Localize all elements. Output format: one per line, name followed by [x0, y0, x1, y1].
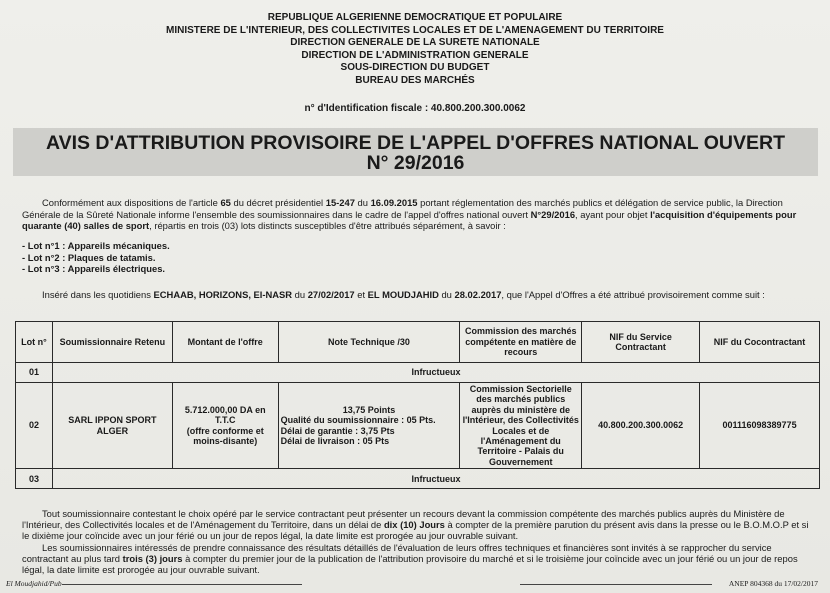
lot-item: - Lot n°1 : Appareils mécaniques.	[22, 240, 170, 251]
publication-paragraph	[22, 289, 817, 301]
header-line-6: BUREAU DES MARCHÉS	[355, 74, 475, 86]
row-status: Infructueux	[52, 469, 819, 489]
results-text: Les soumissionnaires intéressés de prendre connaissance des résultats détaillés de l'évaluation de leurs offres techniques et financières sont invités à se rapprocher du service contractant au plus tard	[22, 542, 772, 564]
lot-item: - Lot n°3 : Appareils électriques.	[22, 263, 166, 275]
header-line-4: DIRECTION DE L'ADMINISTRATION GENERALE	[301, 49, 529, 61]
intro-text: du décret présidentiel	[230, 197, 326, 208]
intro-decree: 15-247	[325, 197, 355, 208]
intro-article: 65	[220, 197, 231, 208]
montant-note: (offre conforme et moins-disante)	[186, 425, 264, 447]
title-line-1: AVIS D'ATTRIBUTION PROVISOIRE DE L'APPEL D'OFFRES NATIONAL OUVERT	[45, 132, 786, 154]
header-line-2: MINISTERE DE L'INTERIEUR, DES COLLECTIVITES LOCALES ET DE L'AMENAGEMENT DU TERRITOIRE	[166, 24, 664, 36]
header-note: Note Technique /30	[278, 322, 460, 363]
recourse-paragraph	[22, 508, 817, 541]
recourse-text: à compter de la première parution du présent avis dans la presse ou le B.O.M.O.P et si le dixième jour coïncide avec un jour férié ou un jour de repos légal, la date limite est prorogée au jour ouvrable suivant.	[22, 519, 809, 541]
table-row	[16, 383, 820, 469]
pub-text: , que l'Appel d'Offres a été attribué provisoirement comme suit :	[501, 289, 765, 300]
award-table	[15, 321, 820, 489]
lot-item: - Lot n°2 : Plaques de tatamis.	[22, 251, 156, 263]
publisher-credit: El Moudjahid/Pub	[6, 579, 62, 588]
recourse-text: Tout soumissionnaire contestant le choix opéré par le service contractant peut présenter un recours devant la commission compétente des marchés publics auprès du Ministère de l'Intérieur, des Collectivités locales et de l'Aménagement du Territoire, dans un délai de	[22, 508, 785, 530]
row-note	[278, 383, 460, 469]
intro-text: du	[354, 197, 371, 208]
header-line-3: DIRECTION GENERALE DE LA SURETE NATIONALE	[290, 37, 540, 48]
anep-reference: ANEP 804368 du 17/02/2017	[728, 579, 818, 588]
title-line-2: N° 29/2016	[366, 152, 465, 174]
row-montant	[172, 383, 278, 469]
montant-amount: 5.712.000,00 DA en	[184, 404, 266, 415]
note-livraison: Délai de livraison : 05 Pts	[280, 436, 390, 447]
results-text: à compter du premier jour de la publication de l'attribution provisoire du marché et si le troisième jour coïncide avec un jour férié ou un jour de repos légal, la date limite est prorogée au jour ouvrable suivant.	[22, 553, 798, 575]
row-lot: 01	[16, 363, 53, 383]
issuer-header	[0, 12, 830, 87]
row-soumissionnaire: SARL IPPON SPORT ALGER	[52, 383, 172, 469]
footer-rule	[520, 584, 712, 585]
intro-text: , ayant pour objet	[575, 208, 651, 220]
row-lot: 03	[16, 469, 53, 489]
pub-newspaper: EL MOUDJAHID	[367, 289, 439, 300]
note-qualite: Qualité du soumissionnaire : 05 Pts.	[280, 415, 436, 426]
intro-text: , répartis en trois (03) lots distincts susceptibles d'être attribués séparément, à savoir :	[149, 220, 506, 232]
header-soumissionnaire: Soumissionnaire Retenu	[52, 322, 172, 363]
pub-text: du	[292, 289, 308, 300]
intro-text: portant réglementation des marchés publics et délégation de service public, la Direction Générale de la Sûreté Nationale informe l'ensemble des soumissionnaires dans le cadre de l'appel d'offres national ouvert	[22, 197, 783, 220]
pub-newspapers: ECHAAB, HORIZONS, El-NASR	[153, 289, 293, 300]
pub-date: 28.02.2017	[454, 289, 502, 300]
recourse-deadline: dix (10) Jours	[383, 519, 445, 530]
header-lot: Lot n°	[16, 322, 53, 363]
header-montant: Montant de l'offre	[172, 322, 278, 363]
row-commission: Commission Sectorielle des marchés publics auprès du ministère de l'Intérieur, des Collectivités Locales et de l'Aménagement du Territoire - Palais du Gouvernement	[460, 383, 582, 469]
pub-date: 27/02/2017	[307, 289, 355, 300]
notice-title	[13, 128, 818, 176]
row-status: Infructueux	[52, 363, 819, 383]
header-commission: Commission des marchés compétente en matière de recours	[460, 322, 582, 363]
row-nif-cocontractant: 001116098389775	[700, 383, 820, 469]
montant-ttc: T.T.C	[214, 415, 236, 426]
intro-tender-number: N°29/2016	[530, 208, 576, 220]
header-line-5: SOUS-DIRECTION DU BUDGET	[340, 62, 490, 73]
note-garantie: Délai de garantie : 3,75 Pts	[280, 425, 395, 436]
lots-list	[22, 240, 817, 275]
fiscal-id: n° d'Identification fiscale : 40.800.200.300.0062	[304, 103, 526, 114]
header-nif-cocontractant: NIF du Cocontractant	[700, 322, 820, 363]
pub-text: Inséré dans les quotidiens	[42, 289, 154, 300]
row-nif-service: 40.800.200.300.0062	[582, 383, 700, 469]
intro-text: Conformément aux dispositions de l'article	[42, 197, 221, 208]
header-nif-service: NIF du Service Contractant	[582, 322, 700, 363]
table-header-row	[16, 322, 820, 363]
pub-text: et	[354, 289, 368, 300]
results-paragraph	[22, 542, 817, 575]
results-deadline: trois (3) jours	[122, 553, 183, 564]
row-lot: 02	[16, 383, 53, 469]
intro-object: l'acquisition d'équipements pour quarante (40) salles de sport	[22, 208, 797, 232]
pub-text: du	[438, 289, 455, 300]
table-row	[16, 469, 820, 489]
header-line-1: REPUBLIQUE ALGERIENNE DEMOCRATIQUE ET POPULAIRE	[267, 12, 563, 23]
intro-paragraph	[22, 197, 817, 232]
table-row	[16, 363, 820, 383]
footer-rule	[62, 584, 302, 585]
intro-date: 16.09.2015	[370, 197, 418, 208]
note-total: 13,75 Points	[342, 404, 396, 415]
